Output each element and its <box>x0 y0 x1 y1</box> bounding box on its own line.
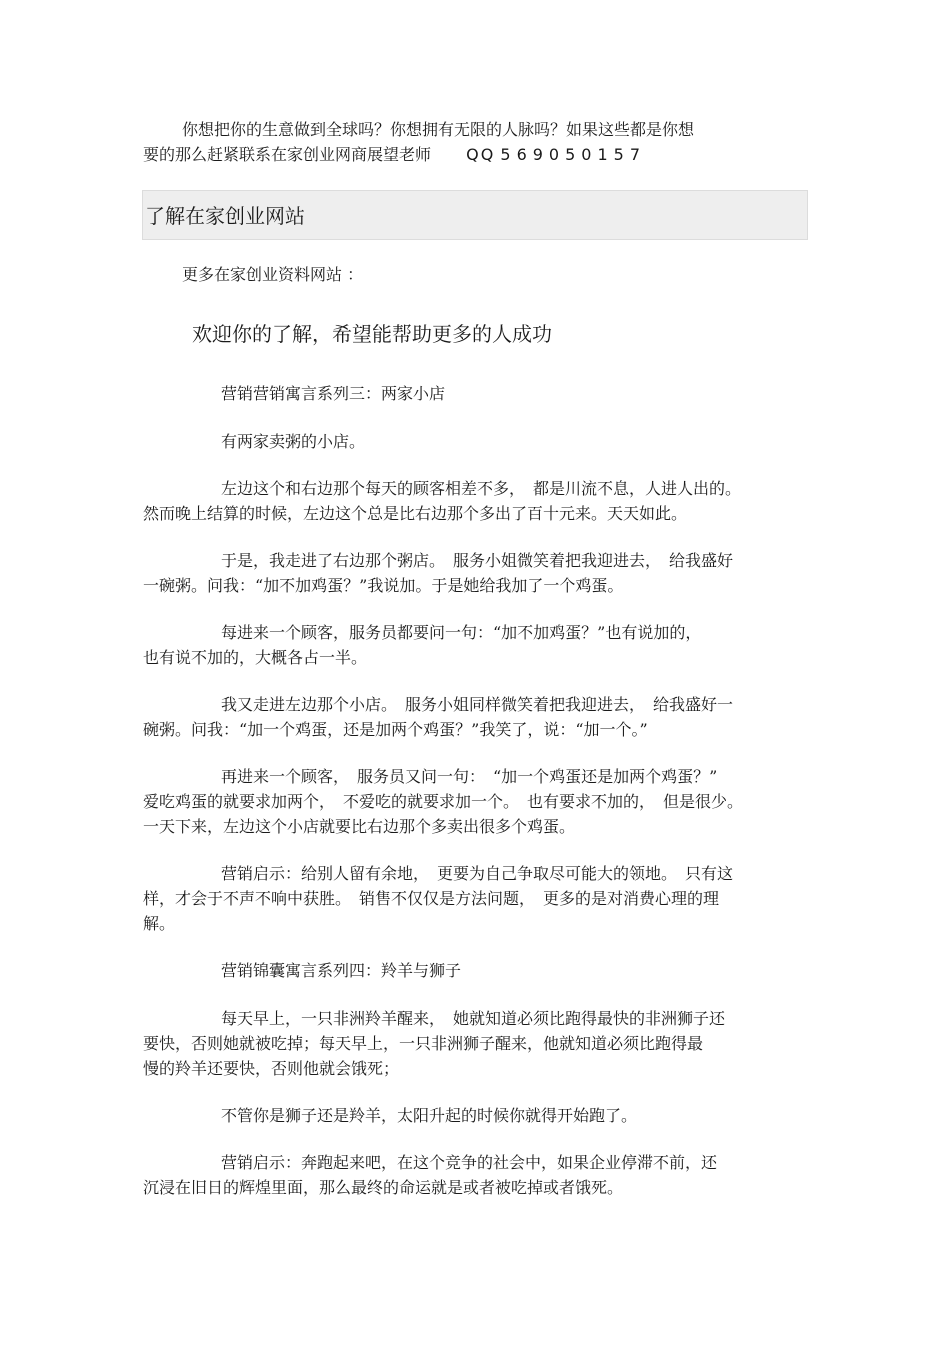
paragraph-line: 有两家卖粥的小店。 <box>221 432 366 451</box>
paragraph-line: 我又走进左边那个小店。 服务小姐同样微笑着把我迎进去， 给我盛好一 <box>221 695 734 714</box>
paragraph-line: 沉浸在旧日的辉煌里面，那么最终的命运就是或者被吃掉或者饿死。 <box>143 1178 624 1197</box>
qq-number: 569050157 <box>500 145 647 164</box>
welcome-heading: 欢迎你的了解，希望能帮助更多的人成功 <box>192 322 552 346</box>
paragraph-line: 样，才会于不声不响中获胜。 销售不仅仅是方法问题， 更多的是对消费心理的理 <box>143 889 720 908</box>
paragraph-line: 慢的羚羊还要快，否则他就会饿死； <box>143 1059 400 1078</box>
paragraph-line: 于是，我走进了右边那个粥店。 服务小姐微笑着把我迎进去， 给我盛好 <box>221 551 734 570</box>
paragraph-line: 碗粥。问我：“加一个鸡蛋，还是加两个鸡蛋？”我笑了，说：“加一个。” <box>143 720 648 739</box>
paragraph-line: 再进来一个顾客， 服务员又问一句： “加一个鸡蛋还是加两个鸡蛋？” <box>221 767 718 786</box>
paragraph-line: 一碗粥。问我：“加不加鸡蛋？”我说加。于是她给我加了一个鸡蛋。 <box>143 576 624 595</box>
paragraph-line: 每天早上，一只非洲羚羊醒来， 她就知道必须比跑得最快的非洲狮子还 <box>221 1009 726 1028</box>
paragraph-line: 每进来一个顾客，服务员都要问一句：“加不加鸡蛋？”也有说加的， <box>221 623 702 642</box>
paragraph-line: 营销营销寓言系列三：两家小店 <box>221 384 446 403</box>
paragraph-line: 爱吃鸡蛋的就要求加两个， 不爱吃的就要求加一个。 也有要求不加的， 但是很少。 <box>143 792 744 811</box>
qq-label: QQ <box>466 145 496 164</box>
paragraph-line: 营销锦囊寓言系列四：羚羊与狮子 <box>221 961 462 980</box>
intro-contact-text: 要的那么赶紧联系在家创业网商展望老师 <box>143 145 432 164</box>
paragraph-line: 然而晚上结算的时候，左边这个总是比右边那个多出了百十元来。天天如此。 <box>143 504 688 523</box>
intro-line-1: 你想把你的生意做到全球吗？你想拥有无限的人脉吗？如果这些都是你想 <box>182 120 695 139</box>
intro-line-2 <box>143 145 646 165</box>
paragraph-line: 也有说不加的，大概各占一半。 <box>143 648 368 667</box>
paragraph-line: 解。 <box>143 914 176 933</box>
paragraph-line: 左边这个和右边那个每天的顾客相差不多， 都是川流不息，人进人出的。 <box>221 479 742 498</box>
paragraph-line: 要快，否则她就被吃掉；每天早上，一只非洲狮子醒来，他就知道必须比跑得最 <box>143 1034 704 1053</box>
section-header <box>142 190 808 240</box>
paragraph-line: 不管你是狮子还是羚羊，太阳升起的时候你就得开始跑了。 <box>221 1106 638 1125</box>
more-resources-label: 更多在家创业资料网站 ： <box>182 265 364 284</box>
paragraph-line: 营销启示：奔跑起来吧，在这个竞争的社会中，如果企业停滞不前，还 <box>221 1153 718 1172</box>
section-header-title: 了解在家创业网站 <box>145 204 305 228</box>
paragraph-line: 营销启示：给别人留有余地， 更要为自己争取尽可能大的领地。 只有这 <box>221 864 734 883</box>
paragraph-line: 一天下来，左边这个小店就要比右边那个多卖出很多个鸡蛋。 <box>143 817 576 836</box>
